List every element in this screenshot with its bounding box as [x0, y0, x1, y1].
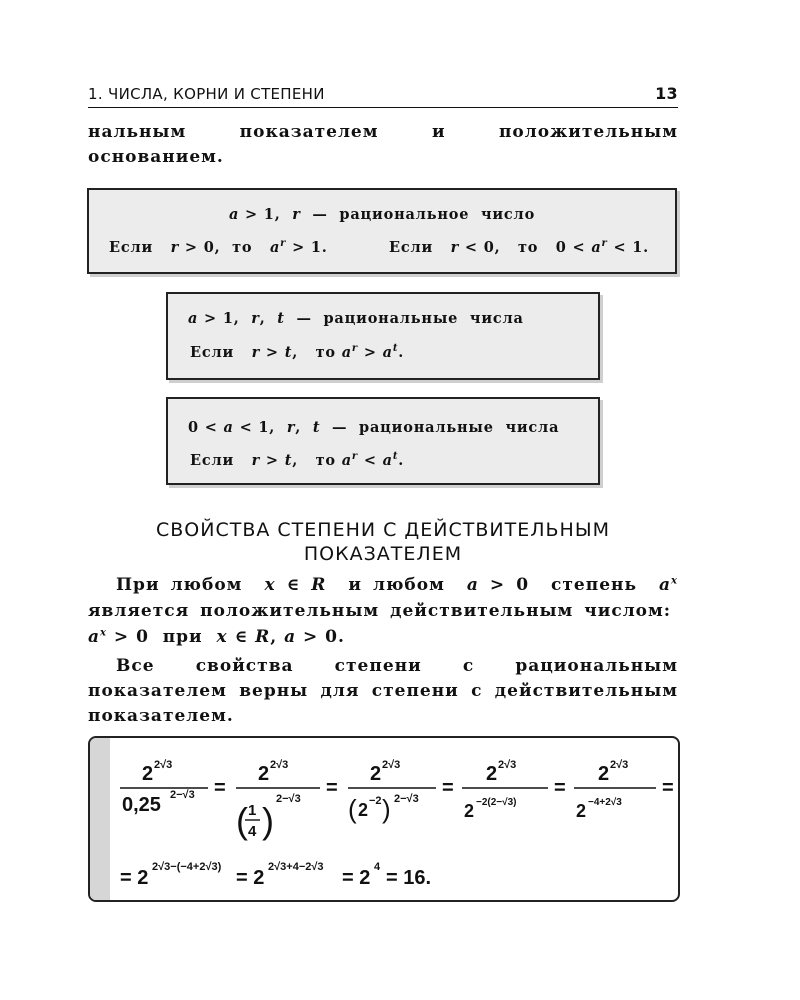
- svg-text:4: 4: [374, 861, 381, 873]
- fraction-5: [574, 759, 656, 821]
- svg-text:= 16.: = 16.: [386, 867, 432, 889]
- svg-text:= 2: = 2: [236, 867, 265, 889]
- svg-text:2: 2: [486, 763, 498, 785]
- box3-line1: 0 < a < 1, r, t — рациональные числа: [188, 419, 560, 436]
- fraction-1: [120, 759, 208, 816]
- svg-text:0,25: 0,25: [122, 794, 161, 816]
- box1-line1: a > 1, r — рациональное число: [228, 206, 536, 223]
- rule-box-3: [166, 397, 600, 485]
- svg-text:2−√3: 2−√3: [394, 793, 419, 805]
- svg-text:): ): [262, 800, 274, 841]
- svg-text:4: 4: [248, 823, 257, 840]
- box3-line2: Если r > t, то $a^r < a^t$.: [190, 451, 405, 469]
- chapter-title: 1. ЧИСЛА, КОРНИ И СТЕПЕНИ: [88, 85, 325, 103]
- svg-text:2: 2: [598, 763, 610, 785]
- svg-text:= 2: = 2: [120, 867, 149, 889]
- body-text: [88, 572, 678, 729]
- svg-text:2√3: 2√3: [270, 759, 289, 771]
- box2-line2: Если r > t, то $a^r > a^t$.: [190, 343, 405, 361]
- svg-text:2−√3: 2−√3: [170, 789, 195, 801]
- running-head: [88, 84, 678, 108]
- svg-text:−4+2√3: −4+2√3: [588, 797, 622, 808]
- svg-text:2: 2: [464, 801, 475, 821]
- page: [88, 84, 678, 170]
- svg-text:): ): [382, 794, 391, 824]
- example-formula: [90, 738, 678, 900]
- paragraph-1: При любом x ∈ R и любом a > 0 степень $a^x$ является положительным действительным числом: $a^x > 0$ при x ∈ R, a > 0.: [88, 575, 678, 647]
- box2-line1: a > 1, r, t — рациональные числа: [188, 310, 524, 327]
- svg-text:2√3: 2√3: [154, 759, 173, 771]
- svg-text:2−√3: 2−√3: [276, 793, 301, 805]
- svg-text:2√3: 2√3: [610, 759, 629, 771]
- svg-text:2: 2: [576, 801, 587, 821]
- fraction-3: [348, 759, 436, 824]
- rule-box-2: [166, 292, 600, 380]
- svg-text:2√3: 2√3: [498, 759, 517, 771]
- svg-text:=: =: [442, 777, 454, 799]
- svg-text:2√3: 2√3: [382, 759, 401, 771]
- svg-text:2√3−(−4+2√3): 2√3−(−4+2√3): [152, 861, 222, 873]
- svg-text:=: =: [214, 777, 226, 799]
- rule-box-1: [87, 188, 677, 274]
- page-number: 13: [655, 84, 678, 103]
- svg-text:(: (: [236, 800, 248, 841]
- section-heading: [88, 518, 678, 566]
- result-line: [120, 861, 431, 889]
- svg-text:2√3+4−2√3: 2√3+4−2√3: [268, 861, 324, 873]
- paragraph-2: Все свойства степени с рациональным показателем верны для степени с действительным показателем.: [88, 656, 678, 726]
- fraction-4: [462, 759, 548, 821]
- section-title-line2: ПОКАЗАТЕЛЕМ: [303, 543, 463, 565]
- example-box: [88, 736, 680, 902]
- svg-text:=: =: [326, 777, 338, 799]
- box1-line2-left: Если r > 0, то $a^r > 1$.: [109, 238, 328, 256]
- svg-text:(: (: [348, 794, 357, 824]
- section-title-line1: СВОЙСТВА СТЕПЕНИ С ДЕЙСТВИТЕЛЬНЫМ: [156, 519, 610, 541]
- svg-text:2: 2: [258, 763, 270, 785]
- svg-text:=: =: [554, 777, 566, 799]
- svg-text:−2(2−√3): −2(2−√3): [476, 797, 517, 808]
- svg-text:=: =: [662, 777, 674, 799]
- box1-line2-right: Если r < 0, то $0 < a^r < 1$.: [389, 238, 649, 256]
- svg-text:1: 1: [248, 802, 257, 819]
- fraction-2: [236, 759, 320, 841]
- svg-text:2: 2: [370, 763, 382, 785]
- svg-text:2: 2: [142, 763, 154, 785]
- svg-text:2: 2: [358, 800, 369, 820]
- svg-text:= 2: = 2: [342, 867, 371, 889]
- intro-paragraph: нальным показателем и положительным основанием.: [88, 122, 678, 167]
- svg-text:−2: −2: [369, 795, 382, 807]
